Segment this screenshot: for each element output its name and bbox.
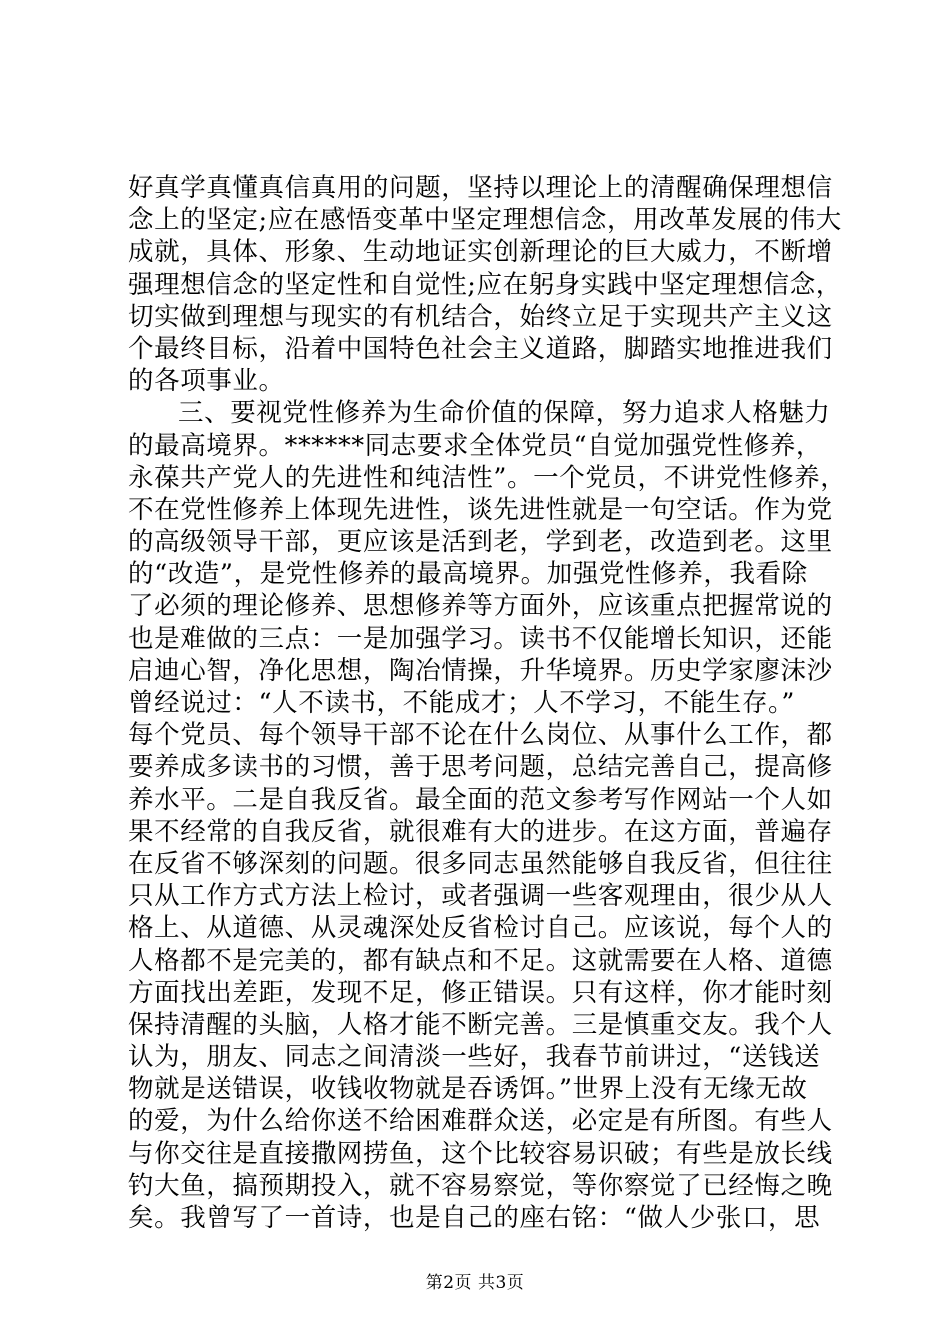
text-line: 的“改造”，是党性修养的最高境界。加强党性修养，我看除 — [128, 559, 808, 590]
text-line: 人格都不是完美的，都有缺点和不足。这就需要在人格、道德 — [128, 945, 833, 976]
text-line: 了必须的理论修养、思想修养等方面外，应该重点把握常说的 — [128, 591, 833, 622]
text-line: 强理想信念的坚定性和自觉性;应在躬身实践中坚定理想信念， — [128, 269, 842, 300]
text-line: 也是难做的三点：一是加强学习。读书不仅能增长知识，还能 — [128, 623, 833, 654]
text-line: 的各项事业。 — [128, 366, 285, 397]
text-line: 认为，朋友、同志之间清淡一些好，我春节前讲过，“送钱送 — [128, 1042, 821, 1073]
text-line: 好真学真懂真信真用的问题，坚持以理论上的清醒确保理想信 — [128, 173, 833, 203]
text-line: 要养成多读书的习惯，善于思考问题，总结完善自己，提高修 — [128, 752, 833, 783]
text-line: 切实做到理想与现实的有机结合，始终立足于实现共产主义这 — [128, 301, 833, 332]
text-line: 不在党性修养上体现先进性，谈先进性就是一句空话。作为党 — [128, 494, 833, 525]
text-line: 永葆共产党人的先进性和纯洁性”。一个党员，不讲党性修养， — [128, 462, 847, 493]
text-line: 的爱，为什么给你送不给困难群众送，必定是有所图。有些人 — [128, 1106, 833, 1137]
text-line: 钓大鱼，搞预期投入，就不容易察觉，等你察觉了已经悔之晚 — [128, 1170, 833, 1201]
text-line: 果不经常的自我反省，就很难有大的进步。在这方面，普遍存 — [128, 816, 833, 847]
page-footer: 第2页 共3页 — [425, 1273, 525, 1293]
text-line: 曾经说过：“人不读书，不能成才；人不学习，不能生存。” — [128, 688, 796, 718]
text-line: 念上的坚定;应在感悟变革中坚定理想信念，用改革发展的伟大 — [128, 205, 842, 236]
text-line: 矣。我曾写了一首诗，也是自己的座右铭：“做人少张口，思 — [128, 1203, 821, 1233]
text-line: 每个党员、每个领导干部不论在什么岗位、从事什么工作，都 — [128, 720, 833, 751]
text-line: 与你交往是直接撒网捞鱼，这个比较容易识破；有些是放长线 — [128, 1138, 833, 1169]
text-line: 成就，具体、形象、生动地证实创新理论的巨大威力，不断增 — [128, 237, 833, 268]
body-text — [128, 172, 847, 1234]
text-line: 方面找出差距，发现不足，修正错误。只有这样，你才能时刻 — [128, 977, 833, 1008]
text-line: 格上、从道德、从灵魂深处反省检讨自己。应该说，每个人的 — [128, 913, 833, 944]
text-line: 养水平。二是自我反省。最全面的范文参考写作网站一个人如 — [128, 784, 833, 815]
text-line: 只从工作方式方法上检讨，或者强调一些客观理由，很少从人 — [128, 881, 833, 912]
text-line: 在反省不够深刻的问题。很多同志虽然能够自我反省，但往往 — [128, 848, 833, 879]
text-line: 的最高境界。******同志要求全体党员“自觉加强党性修养， — [128, 430, 823, 461]
text-line: 保持清醒的头脑，人格才能不断完善。三是慎重交友。我个人 — [128, 1009, 833, 1040]
paragraph-start-line: 三、要视党性修养为生命价值的保障，努力追求人格魅力 — [178, 398, 831, 429]
text-line: 个最终目标，沿着中国特色社会主义道路，脚踏实地推进我们 — [128, 333, 833, 364]
text-line: 物就是送错误，收钱收物就是吞诱饵。”世界上没有无缘无故 — [128, 1074, 808, 1105]
text-line: 启迪心智，净化思想，陶冶情操，升华境界。历史学家廖沫沙 — [128, 655, 833, 686]
text-line: 的高级领导干部，更应该是活到老，学到老，改造到老。这里 — [128, 527, 833, 558]
